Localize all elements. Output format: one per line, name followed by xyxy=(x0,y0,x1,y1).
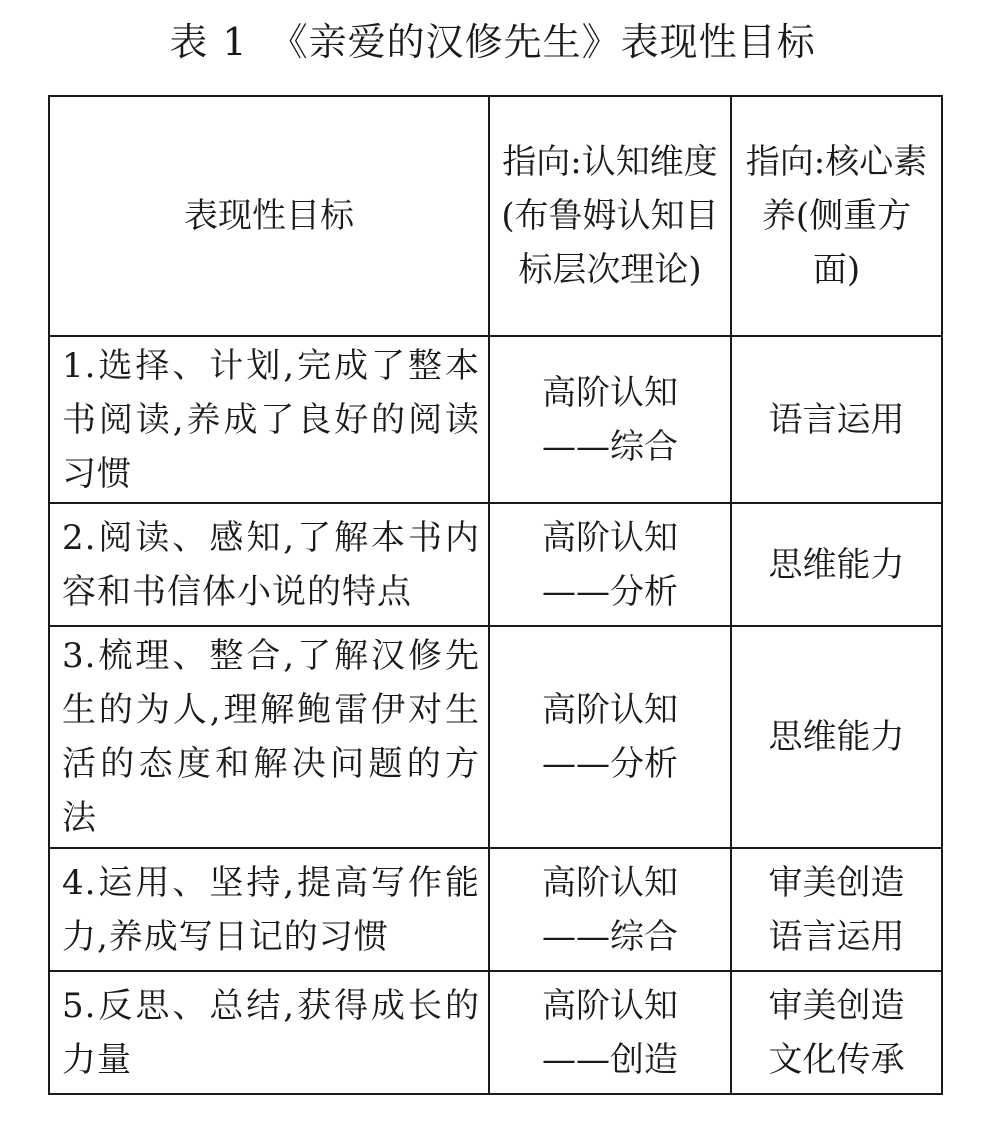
caption-number: 1 xyxy=(222,20,248,64)
cognitive-cell xyxy=(489,848,731,971)
literacy-item: 思维能力 xyxy=(768,717,905,757)
goal-cell: 2.阅读、感知,了解本书内容和书信体小说的特点 xyxy=(49,503,489,626)
literacy-cell xyxy=(731,848,942,971)
literacy-item: 语言运用 xyxy=(768,916,905,957)
table-caption xyxy=(0,14,985,70)
caption-title: 《亲爱的汉修先生》表现性目标 xyxy=(269,20,816,64)
cognitive-cell xyxy=(489,971,731,1094)
header-cognitive: 指向:认知维度(布鲁姆认知目标层次理论) xyxy=(489,96,731,336)
cognitive-cell xyxy=(489,626,731,848)
table-row xyxy=(49,503,942,626)
header-goal: 表现性目标 xyxy=(49,96,489,336)
cognitive-type: ——创造 xyxy=(542,1039,678,1080)
cognitive-level: 高阶认知 xyxy=(542,862,678,903)
cognitive-level: 高阶认知 xyxy=(542,985,678,1026)
cognitive-type: ——综合 xyxy=(542,426,678,467)
goal-cell: 5.反思、总结,获得成长的力量 xyxy=(49,971,489,1094)
cognitive-type: ——分析 xyxy=(542,571,678,612)
literacy-item: 审美创造 xyxy=(768,985,905,1026)
caption-prefix: 表 xyxy=(169,20,209,64)
cognitive-type: ——分析 xyxy=(542,744,678,784)
literacy-cell xyxy=(731,971,942,1094)
header-row xyxy=(49,96,942,336)
goal-cell: 1.选择、计划,完成了整本书阅读,养成了良好的阅读习惯 xyxy=(49,336,489,503)
literacy-item: 语言运用 xyxy=(768,399,905,440)
cognitive-cell xyxy=(489,503,731,626)
literacy-cell xyxy=(731,503,942,626)
table-row xyxy=(49,971,942,1094)
literacy-item: 思维能力 xyxy=(768,544,905,585)
cognitive-type: ——综合 xyxy=(542,916,678,957)
goals-table xyxy=(48,95,943,1095)
literacy-item: 审美创造 xyxy=(768,862,905,903)
header-literacy: 指向:核心素养(侧重方面) xyxy=(731,96,942,336)
literacy-cell xyxy=(731,626,942,848)
literacy-item: 文化传承 xyxy=(768,1039,905,1080)
table-row xyxy=(49,848,942,971)
goal-cell: 4.运用、坚持,提高写作能力,养成写日记的习惯 xyxy=(49,848,489,971)
table-row xyxy=(49,336,942,503)
goal-cell: 3.梳理、整合,了解汉修先生的为人,理解鲍雷伊对生活的态度和解决问题的方法 xyxy=(49,626,489,848)
table-row xyxy=(49,626,942,848)
cognitive-level: 高阶认知 xyxy=(542,517,678,558)
literacy-cell xyxy=(731,336,942,503)
cognitive-cell xyxy=(489,336,731,503)
cognitive-level: 高阶认知 xyxy=(542,372,678,413)
cognitive-level: 高阶认知 xyxy=(542,690,678,730)
